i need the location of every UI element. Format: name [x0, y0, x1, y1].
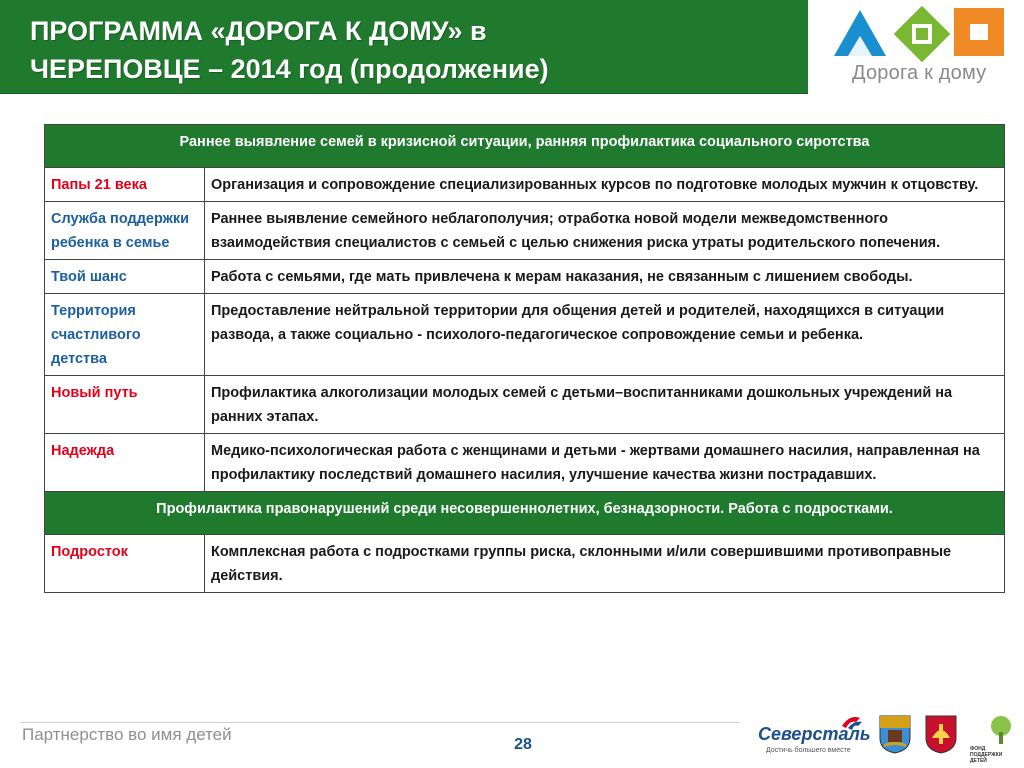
project-name: Надежда [45, 434, 205, 492]
table-row [45, 434, 1005, 492]
project-name: Подросток [45, 535, 205, 593]
project-description: Медико-психологическая работа с женщинами и детьми - жертвами домашнего насилия, направленная на профилактику последствий домашнего насилия, улучшение качества жизни пострадавших. [205, 434, 1005, 492]
logo-caption: Дорога к дому [852, 62, 987, 84]
sponsor-slogan: Достичь большего вместе [766, 747, 851, 754]
sponsor-name: Северсталь [758, 724, 871, 744]
project-description: Раннее выявление семейного неблагополучия; отработка новой модели межведомственного взаимодействия специалистов с семьей с целью снижения риска утраты родительского попечения. [205, 202, 1005, 260]
table-row [45, 202, 1005, 260]
sponsor-logo [752, 712, 871, 758]
project-name: Территория счастливого детства [45, 294, 205, 376]
section-header-1: Раннее выявление семей в кризисной ситуации, ранняя профилактика социального сиротства [45, 125, 1005, 168]
table-row [45, 168, 1005, 202]
table-row [45, 535, 1005, 593]
title-line-1: ПРОГРАММА «ДОРОГА К ДОМУ» в [30, 16, 487, 46]
project-description: Профилактика алкоголизации молодых семей с детьми–воспитанниками дошкольных учреждений на ранних этапах. [205, 376, 1005, 434]
project-name: Папы 21 века [45, 168, 205, 202]
project-name: Твой шанс [45, 260, 205, 294]
footer-divider [20, 722, 740, 723]
table-row [45, 294, 1005, 376]
fund-tree-icon [986, 714, 1016, 746]
city-coat-of-arms-icon [878, 714, 912, 754]
program-table [44, 124, 1005, 593]
table-row [45, 376, 1005, 434]
project-description: Работа с семьями, где мать привлечена к мерам наказания, не связанным с лишением свободы. [205, 260, 1005, 294]
title-line-2: ЧЕРЕПОВЦЕ – 2014 год (продолжение) [30, 54, 549, 84]
fund-label: ФОНД ПОДДЕРЖКИ ДЕТЕЙ [970, 746, 1003, 764]
project-description: Предоставление нейтральной территории для общения детей и родителей, находящихся в ситуации развода, а также социально - психолого-педагогическое сопровождение семьи и ребенка. [205, 294, 1005, 376]
program-logo [812, 0, 1024, 94]
page-number: 28 [514, 736, 532, 753]
section-row-2 [45, 492, 1005, 535]
section-header-2: Профилактика правонарушений среди несовершеннолетних, безнадзорности. Работа с подростками. [45, 492, 1005, 535]
page-title [30, 12, 790, 88]
project-name: Новый путь [45, 376, 205, 434]
footer-tagline: Партнерство во имя детей [22, 725, 232, 744]
section-row-1 [45, 125, 1005, 168]
region-coat-of-arms-icon [924, 714, 958, 754]
table-row [45, 260, 1005, 294]
project-description: Комплексная работа с подростками группы риска, склонными и/или совершившими противоправные действия. [205, 535, 1005, 593]
logo-shapes-icon [812, 0, 1024, 62]
header-bar [0, 0, 808, 94]
project-name: Служба поддержки ребенка в семье [45, 202, 205, 260]
project-description: Организация и сопровождение специализированных курсов по подготовке молодых мужчин к отцовству. [205, 168, 1005, 202]
